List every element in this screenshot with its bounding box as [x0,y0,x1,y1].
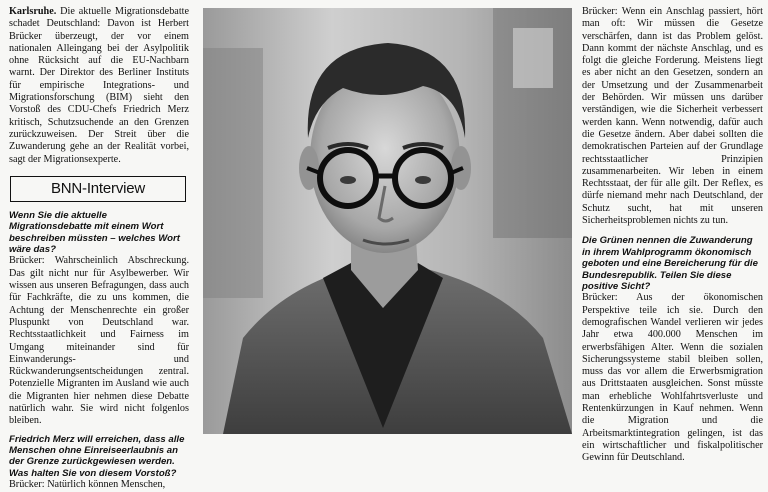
interview-label-box [10,176,186,202]
right-text-column [582,0,763,465]
intro-text: Die aktuelle Migrationsdebatte schadet Deutschland: Davon ist Herbert Brücker überzeugt, der vor einem nationalen Alleingang bei der Asylpolitik ohne Rücksicht auf die EU-Nachbarn warnt. Der Direktor des Berliner Instituts für empirische Integrations- und Migrationsforschung (BIM) sieht den Vorstoß des CDU-Chefs Friedrich Merz kritisch, Schutzsuchende an den Grenzen zurückzuweisen. Der Streit über die Zuwanderung gehe an der Realität vorbei, sagt der Migrationsexperte. [9,6,190,165]
answer-2: Brücker: Natürlich können Menschen, [9,479,166,491]
question-1: Wenn Sie die aktuelle Migrationsdebatte mit einem Wort beschreiben müssten – welches Wort wäre das? [9,209,180,256]
answer-3: Brücker: Aus der ökonomischen Perspektive teile ich sie. Durch den demografischen Wandel verlieren wir jedes Jahr etwa 400.000 Menschen im erwerbsfähigen Alter. Wenn die sozialen Sicherungssysteme stabil bleiben sollen, muss das vor allem die Erwerbsmigration aus Drittstaaten ausgleichen. Sonst müsste man erhebliche Wohlfahrtsverluste und Rentenkürzungen in Kauf nehmen. Wenn die Migration und die Arbeitsmarktintegration gelingen, ist das ein wirtschaftlicher und fiskalpolitischer Gewinn für Deutschland. [582,292,763,464]
question-3: Die Grünen nennen die Zuwanderung in ihrem Wahlprogramm ökonomisch geboten und eine Bereicherung für die Bundesrepublik. Teilen Sie diese positive Sicht? [582,235,758,292]
answer-1: Brücker: Wahrscheinlich Abschreckung. Das gilt nicht nur für Asylbewerber. Wir wissen aus unseren Befragungen, dass auch für Fachkräfte, die zu uns kommen, die Achtung der Menschenrechte ein großer Pluspunkt von Deutschland war. Rechtsstaatlichkeit und Fairness im Umgang miteinander sind für Einwanderungs- und Rückwanderungsentscheidungen zentral. Potenzielle Migranten im Ausland wie auch die Migranten hier nehmen diese Debatte natürlich wahr. Sie wird nicht folgenlos bleiben. [9,255,189,427]
portrait-photo [203,8,572,434]
left-text-column [9,0,189,492]
interview-label: BNN-Interview [50,180,146,198]
dateline: Karlsruhe. [9,6,57,17]
intro-paragraph [9,6,189,166]
answer-top: Brücker: Wenn ein Anschlag passiert, hört man oft: Wir müssen die Gesetze verschärfen, dann ist das Problem gelöst. Dann kommt der nächste Anschlag, und es folgt die gleiche Forderung. Meistens liegt es aber nicht an den Gesetzen, sondern an der Umsetzung und der Zusammenarbeit der Behörden. Wir müssen uns darüber verständigen, wie die Sicherheit verbessert werden kann. Wenn notwendig, dafür auch die Gesetze ändern. Aber dabei sollten die demokratischen Parteien auf der Grundlage rechtsstaatlicher Prinzipien zusammenarbeiten. Wir leben in einem Rechtsstaat, der für alle gilt. Der Reflex, es dürfe niemand mehr nach Deutschland, der Schutz sucht, hat mit unseren Sicherheitsproblemen nichts zu tun. [582,6,763,227]
portrait-image [203,8,572,434]
question-2: Friedrich Merz will erreichen, dass alle Menschen ohne Einreiseerlaubnis an der Grenze zurückgewiesen werden. Was halten Sie von diesem Vorstoß? [9,433,185,479]
